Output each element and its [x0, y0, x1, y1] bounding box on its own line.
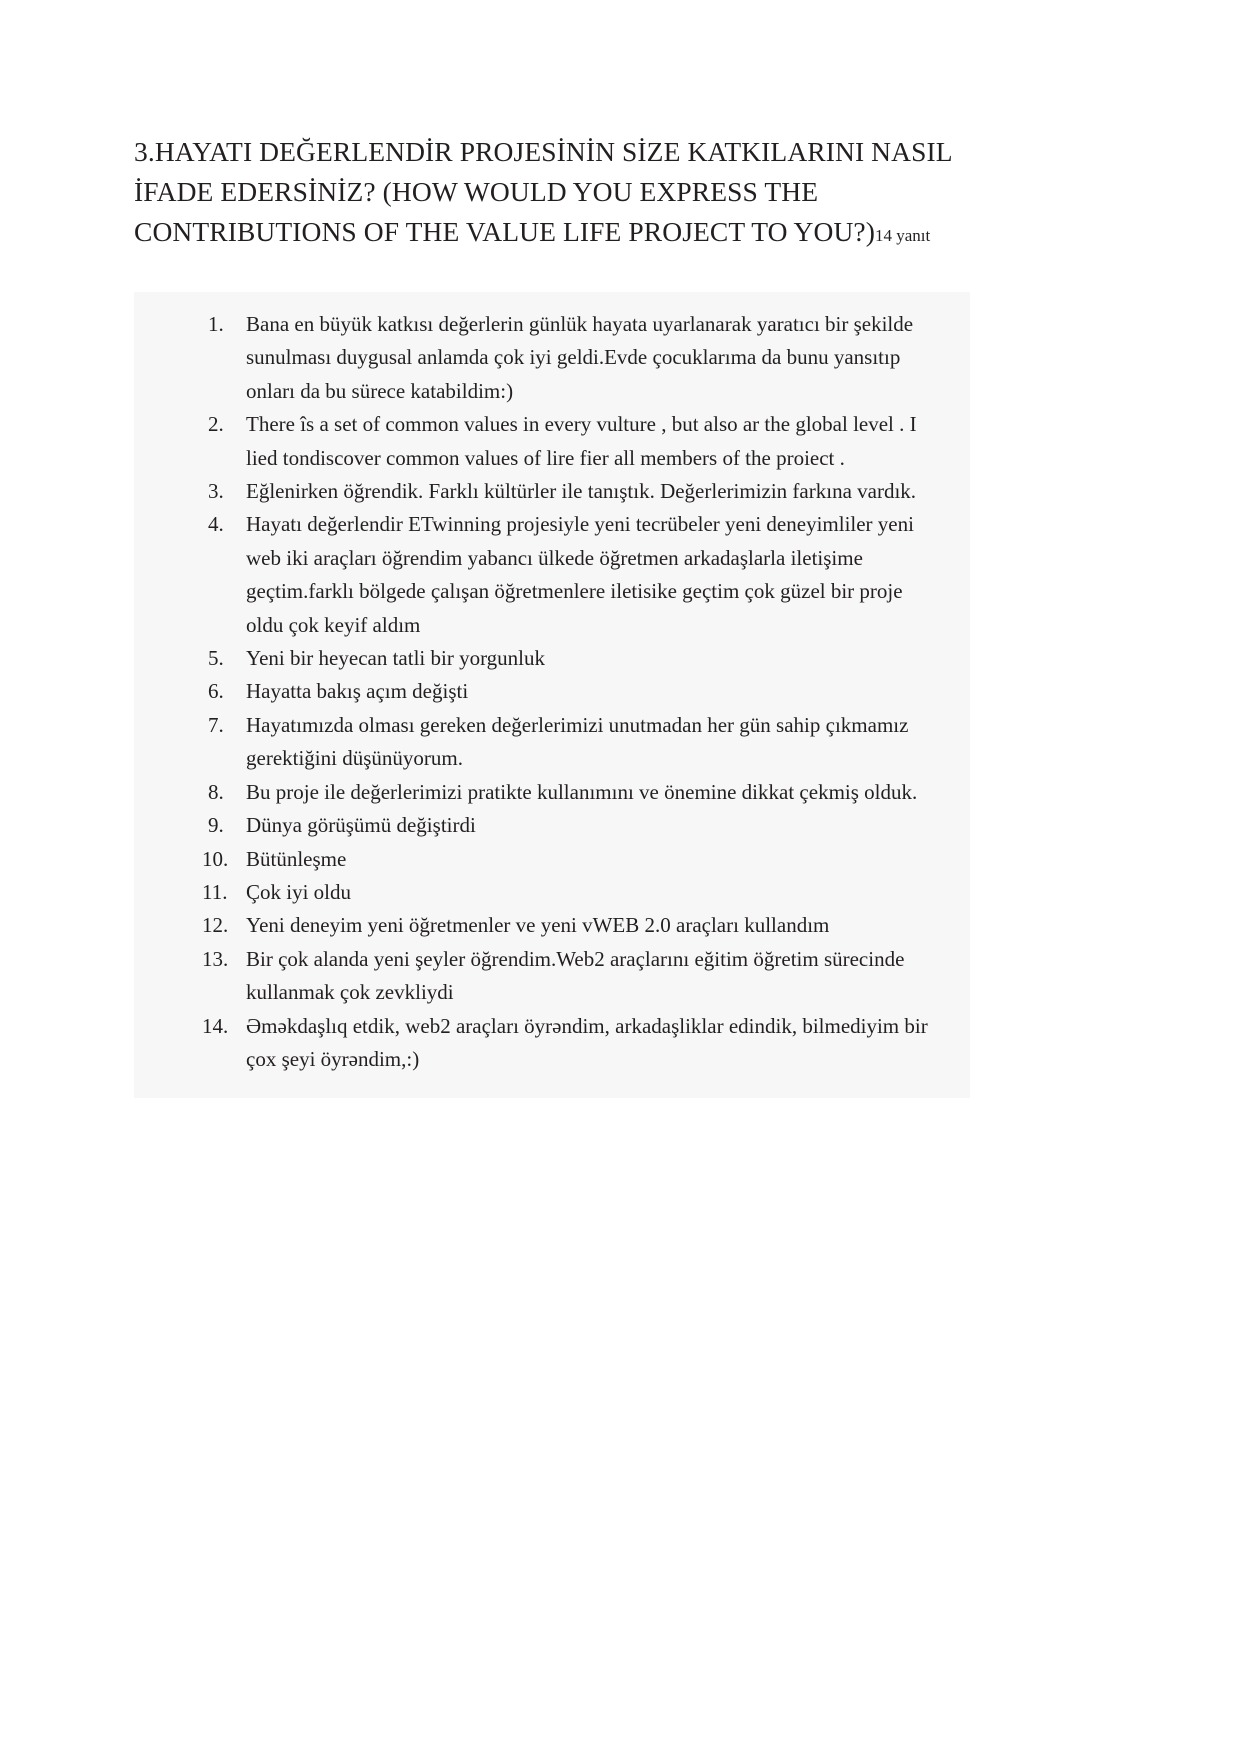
- answer-text: Hayatımızda olması gereken değerlerimizi unutmadan her gün sahip çıkmamız gerektiğini düşünüyorum.: [246, 712, 909, 771]
- answer-text: Bütünleşme: [246, 846, 347, 871]
- list-item: [208, 308, 940, 408]
- response-count: 14 yanıt: [874, 226, 931, 245]
- list-item: [208, 642, 940, 675]
- answer-text: Çok iyi oldu: [246, 879, 352, 904]
- answer-text: Eğlenirken öğrendik. Farklı kültürler ile tanıştık. Değerlerimizin farkına vardık.: [246, 479, 917, 504]
- list-item: [208, 408, 940, 475]
- list-item: [208, 876, 940, 909]
- answer-text: There îs a set of common values in every vulture , but also ar the global level . I lied tondiscover common values of lire fier all members of the proiect .: [246, 412, 917, 470]
- list-item: [208, 1010, 940, 1077]
- answer-text: Bu proje ile değerlerimizi pratikte kullanımını ve önemine dikkat çekmiş olduk.: [246, 779, 918, 804]
- list-item: [208, 508, 940, 642]
- answer-text: Hayatta bakış açım değişti: [246, 679, 469, 704]
- list-item: [208, 843, 940, 876]
- answer-text: Hayatı değerlendir ETwinning projesiyle yeni tecrübeler yeni deneyimliler yeni web iki araçları öğrendim yabancı ülkede öğretmen arkadaşlarla iletişime geçtim.farklı bölgede çalışan öğretmenlere iletisike geçtim çok güzel bir proje oldu çok keyif aldım: [246, 512, 914, 637]
- answer-text: Dünya görüşümü değiştirdi: [246, 813, 476, 838]
- answer-text: Yeni bir heyecan tatli bir yorgunluk: [246, 646, 546, 671]
- list-item: [208, 709, 940, 776]
- answer-text: Bana en büyük katkısı değerlerin günlük hayata uyarlanarak yaratıcı bir şekilde sunulması duygusal anlamda çok iyi geldi.Evde çocuklarıma da bunu yansıtıp onları da bu sürece katabildim:): [246, 312, 914, 403]
- list-item: [208, 809, 940, 842]
- list-item: [208, 776, 940, 809]
- question-heading: [134, 132, 1034, 252]
- answers-list: [134, 308, 970, 1076]
- answer-text: Əməkdaşlıq etdik, web2 araçları öyrəndim, arkadaşliklar edindik, bilmediyim bir çox şeyi öyrəndim,:): [246, 1013, 928, 1071]
- answer-text: Bir çok alanda yeni şeyler öğrendim.Web2 araçlarını eğitim öğretim sürecinde kullanmak çok zevkliydi: [246, 946, 905, 1005]
- list-item: [208, 675, 940, 708]
- list-item: [208, 943, 940, 1010]
- question-heading-text: 3.HAYATI DEĞERLENDİR PROJESİNİN SİZE KATKILARINI NASIL İFADE EDERSİNİZ? (HOW WOULD YOU EXPRESS THE CONTRIBUTIONS OF THE VALUE LIFE PROJECT TO YOU?): [134, 136, 952, 247]
- answer-text: Yeni deneyim yeni öğretmenler ve yeni vWEB 2.0 araçları kullandım: [246, 913, 830, 938]
- list-item: [208, 909, 940, 942]
- list-item: [208, 475, 940, 508]
- document-content: [134, 132, 1034, 1098]
- answers-block: [134, 292, 970, 1098]
